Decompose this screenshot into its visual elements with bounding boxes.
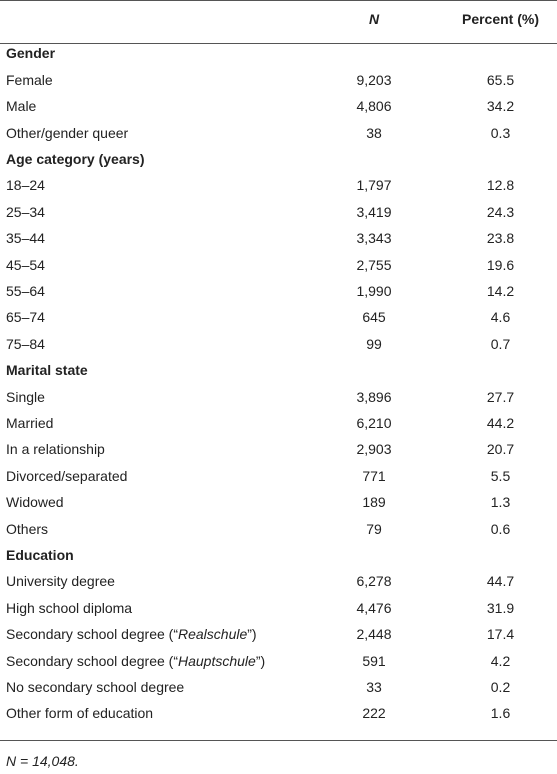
cell-percent: 0.7 — [490, 335, 511, 352]
cell-percent: 0.3 — [490, 124, 511, 141]
table-row — [0, 331, 557, 357]
cell-n: 771 — [362, 467, 386, 484]
cell-percent: 20.7 — [486, 441, 515, 458]
row-label — [6, 621, 257, 647]
row-label: Other/gender queer — [6, 124, 129, 141]
cell-n: 1,797 — [356, 177, 392, 194]
section-label: Marital state — [6, 362, 88, 379]
cell-n: 2,448 — [356, 626, 392, 643]
table-row — [0, 384, 557, 410]
cell-percent: 19.6 — [486, 256, 515, 273]
table-row — [0, 120, 557, 146]
section-label: Age category (years) — [6, 150, 145, 167]
section-header-row — [0, 357, 557, 383]
cell-n: 3,419 — [356, 203, 392, 220]
header-n: N — [368, 11, 380, 27]
cell-n: 6,278 — [356, 573, 392, 590]
cell-n: 33 — [366, 678, 382, 695]
cell-percent: 14.2 — [486, 282, 515, 299]
row-label: 45–54 — [6, 256, 45, 273]
table-row — [0, 516, 557, 542]
cell-n: 2,755 — [356, 256, 392, 273]
cell-n: 79 — [366, 520, 382, 537]
cell-n: 9,203 — [356, 71, 392, 88]
cell-percent: 4.2 — [490, 652, 511, 669]
cell-n: 99 — [366, 335, 382, 352]
cell-n: 6,210 — [356, 414, 392, 431]
row-label: Divorced/separated — [6, 467, 128, 484]
section-header-row — [0, 542, 557, 568]
cell-percent: 0.6 — [490, 520, 511, 537]
table-footnote: N = 14,048. — [6, 753, 79, 769]
cell-n: 591 — [362, 652, 386, 669]
section-header-row — [0, 146, 557, 172]
table-row — [0, 436, 557, 462]
row-label: 18–24 — [6, 177, 45, 194]
table-row — [0, 463, 557, 489]
cell-percent: 0.2 — [490, 678, 511, 695]
row-label: Female — [6, 71, 53, 88]
cell-percent: 5.5 — [490, 467, 511, 484]
table-row — [0, 648, 557, 674]
row-label-part: Secondary school degree (“ — [6, 626, 178, 643]
cell-percent: 44.7 — [486, 573, 515, 590]
cell-n: 4,806 — [356, 98, 392, 115]
cell-n: 222 — [362, 705, 386, 722]
row-label: Others — [6, 520, 49, 537]
table-header-row — [0, 6, 557, 32]
cell-n: 3,896 — [356, 388, 392, 405]
table-row — [0, 199, 557, 225]
row-label-part: Realschule — [178, 626, 248, 643]
row-label: 25–34 — [6, 203, 45, 220]
cell-n: 645 — [362, 309, 386, 326]
row-label-part: ”) — [255, 652, 266, 669]
row-label: Male — [6, 98, 37, 115]
table-row — [0, 621, 557, 647]
table-row — [0, 568, 557, 594]
row-label: Other form of education — [6, 705, 154, 722]
table-row — [0, 93, 557, 119]
table-row — [0, 225, 557, 251]
cell-n: 38 — [366, 124, 382, 141]
row-label: 65–74 — [6, 309, 45, 326]
row-label-part: Hauptschule — [178, 652, 256, 669]
section-header-row — [0, 40, 557, 66]
table-row — [0, 252, 557, 278]
header-percent: Percent (%) — [461, 11, 540, 27]
row-label: 35–44 — [6, 230, 45, 247]
table-row — [0, 700, 557, 726]
row-label: High school diploma — [6, 599, 133, 616]
cell-n: 2,903 — [356, 441, 392, 458]
row-label: University degree — [6, 573, 115, 590]
row-label-part: Secondary school degree (“ — [6, 652, 178, 669]
cell-percent: 24.3 — [486, 203, 515, 220]
cell-percent: 12.8 — [486, 177, 515, 194]
row-label: 75–84 — [6, 335, 45, 352]
table-row — [0, 172, 557, 198]
cell-percent: 44.2 — [486, 414, 515, 431]
cell-n: 189 — [362, 494, 386, 511]
cell-percent: 1.6 — [490, 705, 511, 722]
cell-n: 4,476 — [356, 599, 392, 616]
row-label-part: ”) — [247, 626, 257, 643]
cell-percent: 4.6 — [490, 309, 511, 326]
table-row — [0, 489, 557, 515]
row-label: In a relationship — [6, 441, 105, 458]
row-label: Single — [6, 388, 45, 405]
table-bottom-rule — [0, 740, 557, 741]
row-label: No secondary school degree — [6, 678, 185, 695]
table-top-rule — [0, 0, 557, 1]
table-row — [0, 674, 557, 700]
cell-percent: 34.2 — [486, 98, 515, 115]
cell-percent: 65.5 — [486, 71, 515, 88]
cell-n: 1,990 — [356, 282, 392, 299]
table-row — [0, 67, 557, 93]
row-label — [6, 648, 265, 674]
cell-percent: 17.4 — [486, 626, 515, 643]
cell-percent: 27.7 — [486, 388, 515, 405]
cell-n: 3,343 — [356, 230, 392, 247]
row-label: 55–64 — [6, 282, 45, 299]
table-row — [0, 595, 557, 621]
row-label: Widowed — [6, 494, 64, 511]
section-label: Gender — [6, 45, 56, 62]
table-row — [0, 410, 557, 436]
cell-percent: 1.3 — [490, 494, 511, 511]
section-label: Education — [6, 546, 74, 563]
row-label: Married — [6, 414, 54, 431]
cell-percent: 23.8 — [486, 230, 515, 247]
cell-percent: 31.9 — [486, 599, 515, 616]
table-row — [0, 278, 557, 304]
table-row — [0, 304, 557, 330]
